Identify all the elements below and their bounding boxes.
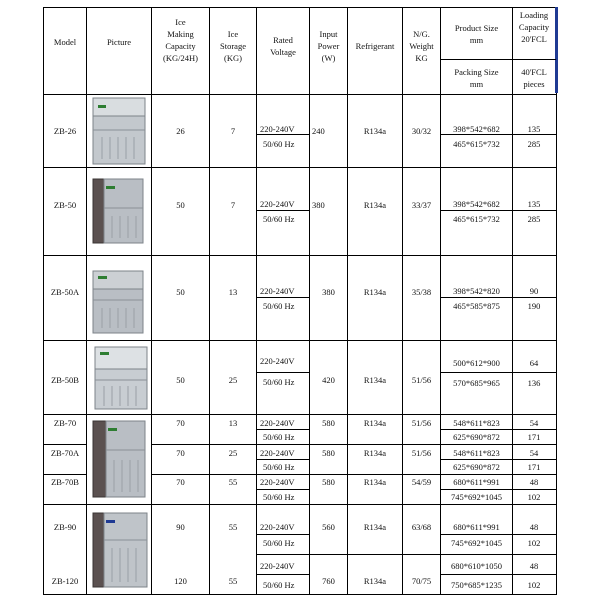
cell-load-20: 48	[529, 477, 539, 487]
subrow-line	[440, 210, 557, 211]
cell-refrigerant: R134a	[363, 576, 387, 586]
cell-packing-size: 570*685*965	[453, 378, 500, 388]
cell-voltage: 220-240V	[260, 199, 295, 209]
cell-voltage: 220-240V	[260, 286, 295, 296]
col-line	[309, 7, 310, 595]
cell-frequency: 50/60 Hz	[263, 538, 295, 548]
header-line: 20'FCL	[521, 34, 547, 44]
header-model: Model	[53, 37, 77, 47]
header-divider	[43, 94, 557, 95]
cell-load-20: 135	[527, 199, 541, 209]
cell-packing-size: 625*690*872	[453, 432, 500, 442]
subrow-line	[256, 459, 309, 460]
cell-weight: 70/75	[411, 576, 432, 586]
cell-weight: 33/37	[411, 200, 432, 210]
cell-load-20: 48	[529, 522, 539, 532]
header-line: pieces	[523, 79, 545, 89]
cell-refrigerant: R134a	[363, 522, 387, 532]
row-divider	[151, 474, 557, 475]
cell-storage: 55	[228, 477, 238, 487]
cell-load-20: 135	[527, 124, 541, 134]
header-loading-capacity-40	[513, 66, 555, 90]
cell-capacity: 70	[176, 448, 185, 458]
cell-load-40: 285	[527, 214, 541, 224]
cell-refrigerant: R134a	[363, 200, 387, 210]
cell-storage: 7	[230, 200, 236, 210]
cell-product-size: 680*611*991	[453, 477, 500, 487]
cell-load-40: 285	[527, 139, 541, 149]
cell-product-size: 500*612*900	[453, 358, 500, 368]
cell-packing-size: 625*690*872	[453, 462, 500, 472]
cell-weight: 51/56	[411, 418, 432, 428]
cell-model: ZB-50B	[51, 375, 79, 385]
accent-stripe	[555, 7, 558, 93]
cell-capacity: 120	[174, 576, 187, 586]
cell-load-40: 171	[527, 462, 541, 472]
cell-voltage: 220-240V	[260, 477, 295, 487]
cell-product-size: 680*611*991	[453, 522, 500, 532]
cell-load-40: 102	[527, 492, 541, 502]
header-subdivider	[440, 59, 556, 60]
ice-machine-image	[92, 512, 148, 588]
header-line: Capacity	[165, 41, 196, 51]
subrow-line	[256, 489, 309, 490]
cell-storage: 13	[228, 418, 238, 428]
ice-machine-image	[92, 97, 146, 165]
subrow-line	[440, 534, 557, 535]
cell-voltage: 220-240V	[260, 522, 295, 532]
cell-frequency: 50/60 Hz	[263, 214, 295, 224]
row-divider	[43, 340, 557, 341]
cell-frequency: 50/60 Hz	[263, 462, 295, 472]
header-line: Ice	[175, 17, 186, 27]
header-line: KG	[415, 53, 428, 63]
header-rated-voltage	[257, 34, 309, 58]
col-line	[256, 7, 257, 595]
row-divider	[43, 474, 86, 475]
cell-load-20: 54	[529, 418, 539, 428]
cell-product-size: 398*542*682	[453, 199, 500, 209]
cell-packing-size: 465*615*732	[453, 139, 500, 149]
subrow-line	[440, 429, 557, 430]
cell-load-20: 64	[529, 358, 539, 368]
cell-load-40: 190	[527, 301, 541, 311]
header-line: mm	[469, 35, 484, 45]
cell-capacity: 70	[176, 418, 185, 428]
ice-machine-image	[92, 178, 144, 244]
table-border-right	[556, 7, 557, 595]
row-divider	[43, 504, 557, 505]
header-line: Weight	[409, 41, 434, 51]
header-line: Product Size	[454, 23, 499, 33]
cell-voltage: 220-240V	[260, 124, 295, 134]
cell-weight: 54/59	[411, 477, 432, 487]
header-picture: Picture	[106, 37, 132, 47]
subrow-line	[256, 574, 309, 575]
col-line	[347, 7, 348, 595]
header-refrigerant: Refrigerant	[355, 41, 395, 51]
cell-capacity: 50	[176, 287, 185, 297]
cell-refrigerant: R134a	[363, 287, 387, 297]
cell-product-size: 680*610*1050	[451, 561, 502, 571]
cell-refrigerant: R134a	[363, 375, 387, 385]
header-packing-size	[441, 66, 512, 90]
row-divider	[151, 444, 557, 445]
subrow-line	[256, 297, 309, 298]
subrow-line	[256, 372, 309, 373]
cell-storage: 25	[228, 448, 238, 458]
header-line: (KG/24H)	[163, 53, 198, 63]
table-border-bottom	[43, 594, 557, 595]
header-ice-storage	[210, 28, 256, 64]
cell-storage: 7	[230, 126, 236, 136]
subrow-line	[440, 489, 557, 490]
header-line: N/G.	[413, 29, 430, 39]
header-ng-weight	[403, 28, 440, 64]
col-line	[209, 7, 210, 595]
header-loading-capacity	[513, 9, 555, 45]
cell-storage: 55	[228, 576, 238, 586]
cell-packing-size: 465*585*875	[453, 301, 500, 311]
cell-power: 380	[312, 200, 325, 210]
row-divider	[43, 255, 557, 256]
header-line: mm	[469, 79, 484, 89]
cell-weight: 63/68	[411, 522, 432, 532]
row-divider	[43, 444, 86, 445]
cell-power: 380	[322, 287, 335, 297]
cell-frequency: 50/60 Hz	[263, 139, 295, 149]
cell-weight: 35/38	[411, 287, 432, 297]
header-ice-making-capacity	[152, 16, 209, 64]
table-border-top	[43, 7, 557, 8]
cell-load-40: 102	[527, 580, 541, 590]
cell-product-size: 398*542*820	[453, 286, 500, 296]
row-divider	[256, 554, 557, 555]
header-line: Power	[317, 41, 340, 51]
cell-model: ZB-50	[53, 200, 77, 210]
col-line	[86, 7, 87, 595]
cell-frequency: 50/60 Hz	[263, 301, 295, 311]
cell-power: 420	[322, 375, 335, 385]
cell-model: ZB-90	[53, 522, 77, 532]
cell-model: ZB-70B	[51, 477, 79, 487]
cell-packing-size: 750*685*1235	[451, 580, 502, 590]
header-line: (W)	[321, 53, 336, 63]
cell-storage: 55	[228, 522, 238, 532]
cell-product-size: 398*542*682	[453, 124, 500, 134]
subrow-line	[440, 297, 557, 298]
cell-power: 760	[322, 576, 335, 586]
cell-voltage: 220-240V	[260, 418, 295, 428]
cell-voltage: 220-240V	[260, 356, 295, 366]
cell-refrigerant: R134a	[363, 126, 387, 136]
ice-machine-image	[92, 270, 144, 334]
cell-model: ZB-26	[53, 126, 77, 136]
cell-storage: 13	[228, 287, 238, 297]
header-line: Loading	[519, 10, 549, 20]
cell-load-40: 136	[527, 378, 541, 388]
header-line: Rated	[273, 35, 293, 45]
cell-power: 580	[322, 418, 335, 428]
cell-power: 240	[312, 126, 325, 136]
cell-packing-size: 465*615*732	[453, 214, 500, 224]
subrow-line	[440, 372, 557, 373]
subrow-line	[256, 210, 309, 211]
cell-power: 580	[322, 448, 335, 458]
cell-refrigerant: R134a	[363, 448, 387, 458]
cell-product-size: 548*611*823	[453, 418, 500, 428]
header-line: Packing Size	[454, 67, 499, 77]
ice-machine-image	[94, 346, 148, 410]
header-line: Capacity	[518, 22, 550, 32]
cell-power: 580	[322, 477, 335, 487]
cell-product-size: 548*611*823	[453, 448, 500, 458]
cell-capacity: 50	[176, 375, 185, 385]
cell-load-20: 54	[529, 448, 539, 458]
cell-frequency: 50/60 Hz	[263, 492, 295, 502]
col-line	[402, 7, 403, 595]
cell-voltage: 220-240V	[260, 561, 295, 571]
row-divider	[43, 414, 557, 415]
subrow-line	[256, 134, 309, 135]
cell-capacity: 90	[176, 522, 185, 532]
row-divider	[43, 167, 557, 168]
subrow-line	[256, 534, 309, 535]
header-line: (KG)	[224, 53, 242, 63]
cell-frequency: 50/60 Hz	[263, 580, 295, 590]
cell-model: ZB-70A	[50, 448, 80, 458]
header-line: Storage	[220, 41, 246, 51]
header-line: Making	[167, 29, 194, 39]
cell-frequency: 50/60 Hz	[263, 432, 295, 442]
subrow-line	[440, 459, 557, 460]
cell-capacity: 26	[176, 126, 185, 136]
cell-frequency: 50/60 Hz	[263, 377, 295, 387]
cell-packing-size: 745*692*1045	[451, 492, 502, 502]
cell-model: ZB-50A	[50, 287, 80, 297]
cell-capacity: 50	[176, 200, 185, 210]
header-line: Voltage	[270, 47, 296, 57]
cell-storage: 25	[228, 375, 238, 385]
cell-weight: 30/32	[411, 126, 432, 136]
cell-load-40: 171	[527, 432, 541, 442]
cell-load-40: 102	[527, 538, 541, 548]
ice-machine-image	[92, 420, 146, 498]
cell-weight: 51/56	[411, 375, 432, 385]
cell-weight: 51/56	[411, 448, 432, 458]
col-line	[151, 7, 152, 595]
cell-refrigerant: R134a	[363, 418, 387, 428]
subrow-line	[256, 429, 309, 430]
header-input-power	[310, 28, 347, 64]
cell-power: 560	[322, 522, 335, 532]
cell-load-20: 90	[529, 286, 539, 296]
cell-packing-size: 745*692*1045	[451, 538, 502, 548]
cell-model: ZB-70	[53, 418, 77, 428]
cell-voltage: 220-240V	[260, 448, 295, 458]
cell-refrigerant: R134a	[363, 477, 387, 487]
cell-capacity: 70	[176, 477, 185, 487]
header-line: 40'FCL	[521, 67, 547, 77]
subrow-line	[440, 574, 557, 575]
subrow-line	[440, 134, 557, 135]
header-line: Ice	[227, 29, 239, 39]
cell-model: ZB-120	[51, 576, 79, 586]
header-product-size	[441, 22, 512, 46]
cell-load-20: 48	[529, 561, 539, 571]
table-border-left	[43, 7, 44, 595]
header-line: Input	[319, 29, 338, 39]
